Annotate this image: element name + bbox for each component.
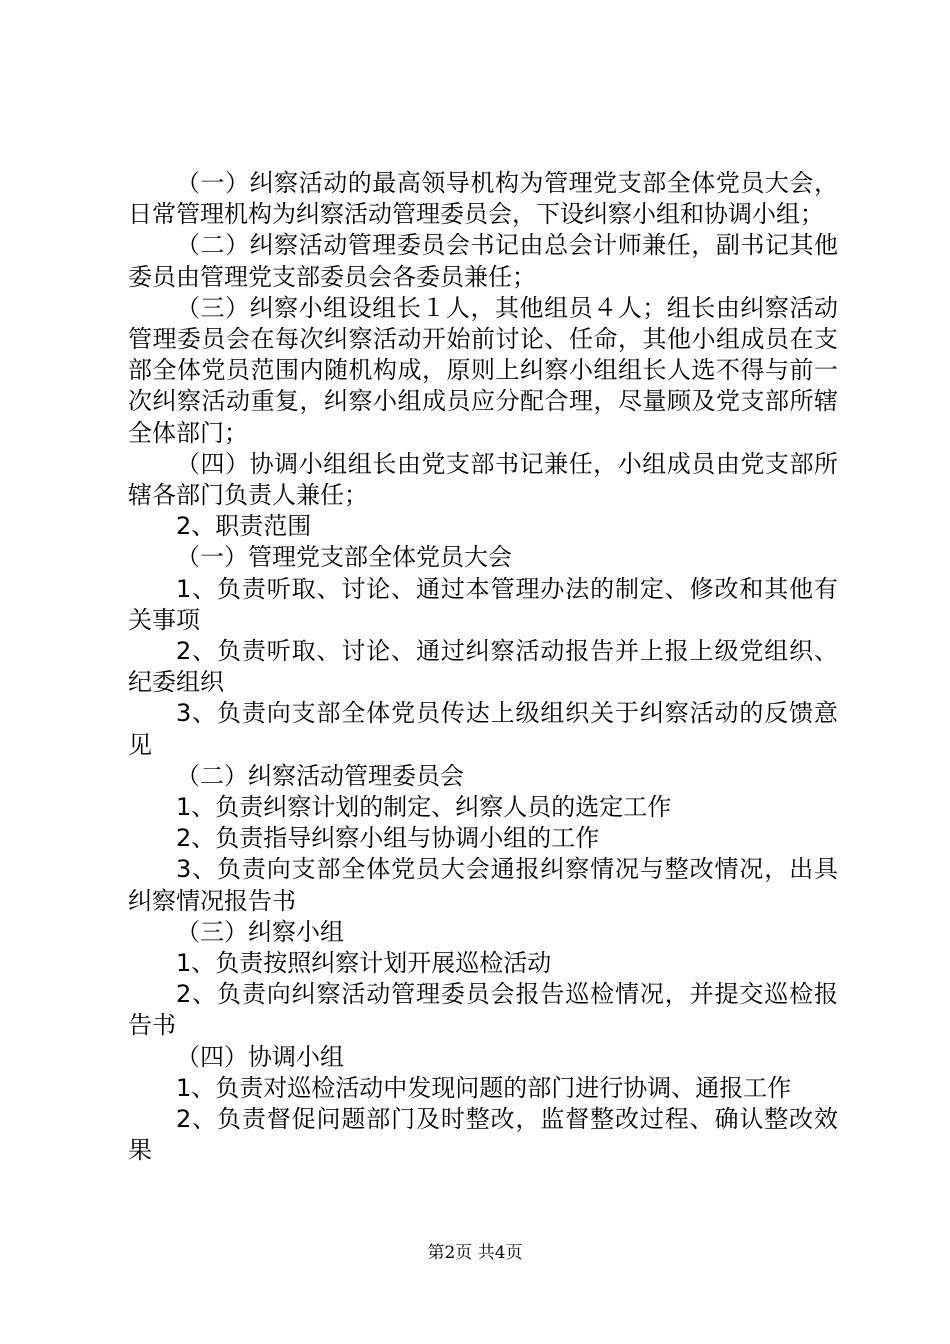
subsection-heading: （四）协调小组 xyxy=(176,1042,344,1071)
paragraph: 1、负责纠察计划的制定、纠察人员的选定工作 xyxy=(176,793,672,822)
section-heading: 2、职责范围 xyxy=(176,512,312,541)
paragraph: （三）纠察小组设组长１人，其他组员４人；组长由纠察活动管理委员会在每次纠察活动开始前讨论、任命，其他小组成员在支部全体党员范围内随机构成，原则上纠察小组组长人选不得与前一次纠察活动重复，纠察小组成员应分配合理，尽量顾及党支部所辖全体部门； xyxy=(128,293,838,447)
paragraph: 2、负责向纠察活动管理委员会报告巡检情况，并提交巡检报告书 xyxy=(128,980,838,1040)
paragraph: 3、负责向支部全体党员大会通报纠察情况与整改情况，出具纠察情况报告书 xyxy=(128,855,838,915)
paragraph: （二）纠察活动管理委员会书记由总会计师兼任，副书记其他委员由管理党支部委员会各委员兼任； xyxy=(128,231,838,291)
subsection-heading: （二）纠察活动管理委员会 xyxy=(176,761,464,790)
subsection-heading: （三）纠察小组 xyxy=(176,917,344,946)
paragraph: 1、负责按照纠察计划开展巡检活动 xyxy=(176,949,552,978)
paragraph: （四）协调小组组长由党支部书记兼任，小组成员由党支部所辖各部门负责人兼任； xyxy=(128,449,838,510)
document-body xyxy=(128,168,838,1167)
paragraph: 2、负责督促问题部门及时整改，监督整改过程、确认整改效果 xyxy=(128,1105,838,1165)
paragraph: 1、负责听取、讨论、通过本管理办法的制定、修改和其他有关事项 xyxy=(128,574,838,634)
paragraph: （一）纠察活动的最高领导机构为管理党支部全体党员大会，日常管理机构为纠察活动管理委员会，下设纠察小组和协调小组； xyxy=(128,169,838,229)
subsection-heading: （一）管理党支部全体党员大会 xyxy=(176,543,512,572)
paragraph: 2、负责听取、讨论、通过纠察活动报告并上报上级党组织、纪委组织 xyxy=(128,637,838,697)
page-number-footer: 第2页 共4页 xyxy=(427,1243,523,1263)
paragraph: 3、负责向支部全体党员传达上级组织关于纠察活动的反馈意见 xyxy=(128,699,838,759)
paragraph: 1、负责对巡检活动中发现问题的部门进行协调、通报工作 xyxy=(176,1073,792,1102)
paragraph: 2、负责指导纠察小组与协调小组的工作 xyxy=(176,824,600,853)
